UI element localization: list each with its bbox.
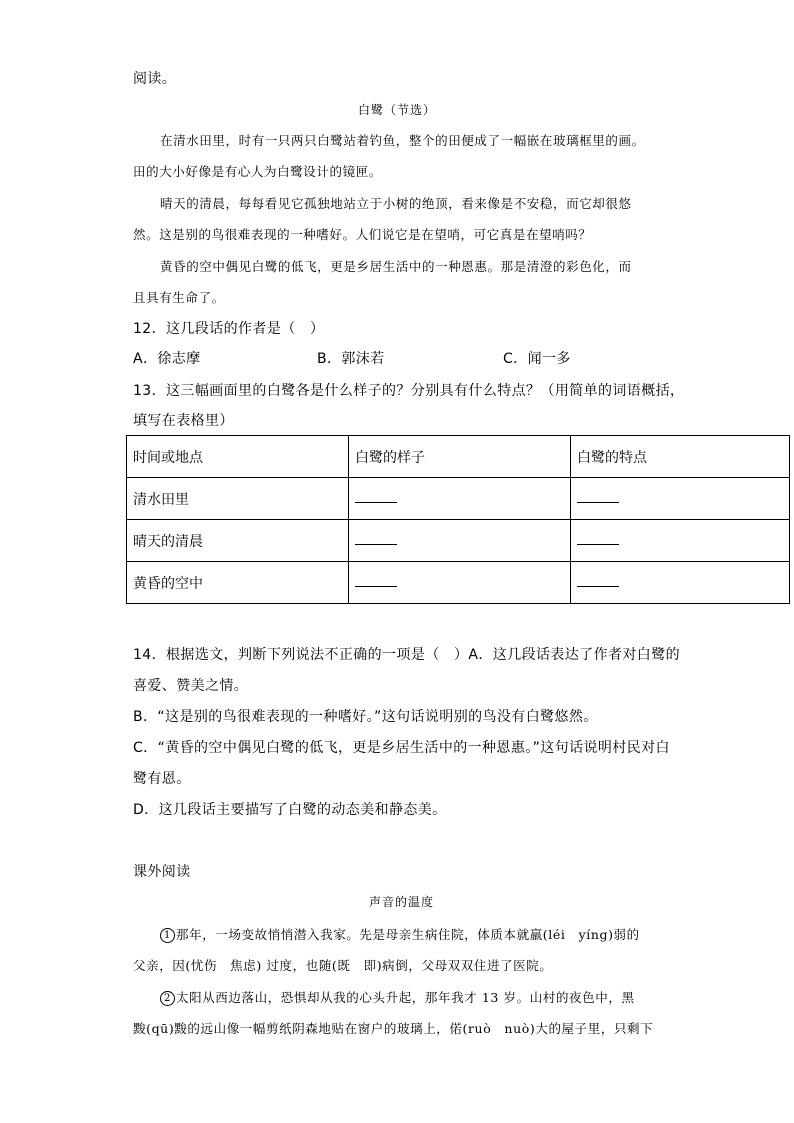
reading-label: 阅读。: [133, 71, 177, 87]
question-14-line-1: 14．根据选文，判断下列说法不正确的一项是（ ）A．这几段话表达了作者对白鹭的: [133, 647, 680, 663]
extra-paragraph-1-line-2: 父亲，因(忧伤 焦虑) 过度，也随(既 即)病倒，父母双双住进了医院。: [133, 958, 553, 973]
table-header-cell: 白鹭的样子: [349, 436, 571, 478]
extra-paragraph-2-line-1: [160, 988, 635, 1006]
extra-reading-title: 声音的温度: [369, 895, 435, 909]
answer-blank[interactable]: [577, 576, 619, 587]
extra-paragraph-2-line-2: 黢(qū)黢的远山像一幅剪纸阴森地贴在窗户的玻璃上，偌(ruò nuò)大的屋子里，只剩下: [133, 1021, 654, 1036]
paragraph-3-line-2: 且具有生命了。: [133, 290, 225, 305]
question-14-option-d[interactable]: D．这几段话主要描写了白鹭的动态美和静态美。: [133, 802, 447, 818]
table-row: [127, 520, 790, 562]
extra-paragraph-2-text: 太阳从西边落山，恐惧却从我的心头升起，那年我才 13 岁。山村的夜色中，黑: [176, 990, 635, 1005]
paragraph-3-line-1: 黄昏的空中偶见白鹭的低飞，更是乡居生活中的一种恩惠。那是清澄的彩色化，而: [160, 259, 632, 274]
reading-title: 白鹭（节选）: [358, 103, 437, 117]
answer-table: [126, 435, 790, 604]
table-row-label: 清水田里: [127, 478, 349, 520]
table-header-cell: 时间或地点: [127, 436, 349, 478]
question-14-option-c-line-2[interactable]: 鹭有恩。: [133, 771, 191, 787]
answer-blank[interactable]: [577, 534, 619, 545]
table-row: [127, 562, 790, 604]
extra-paragraph-1-text: 那年，一场变故悄悄潜入我家。先是母亲生病住院，体质本就羸(léi yíng)弱的: [176, 927, 640, 942]
extra-paragraph-1-line-1: [160, 925, 640, 943]
answer-blank-cell[interactable]: [571, 562, 790, 604]
paragraph-1-line-2: 田的大小好像是有心人为白鹭设计的镜匣。: [133, 164, 382, 179]
table-row-label: 晴天的清晨: [127, 520, 349, 562]
answer-blank-cell[interactable]: [349, 478, 571, 520]
question-13-stem-line-2: 填写在表格里）: [133, 413, 234, 429]
answer-blank[interactable]: [355, 534, 397, 545]
table-row: [127, 478, 790, 520]
question-12-stem: 12．这几段话的作者是（ ）: [133, 321, 325, 337]
answer-blank-cell[interactable]: [349, 562, 571, 604]
paragraph-2-line-2: 然。这是别的鸟很难表现的一种嗜好。人们说它是在望哨，可它真是在望哨吗？: [133, 227, 592, 242]
answer-blank[interactable]: [355, 492, 397, 503]
extra-reading-label: 课外阅读: [133, 864, 191, 880]
question-12-option-a[interactable]: A．徐志摩: [133, 351, 201, 367]
paragraph-number-2: 2: [160, 991, 175, 1006]
question-13-stem-line-1: 13．这三幅画面里的白鹭各是什么样子的？分别具有什么特点？（用简单的词语概括，: [133, 383, 685, 399]
paragraph-number-1: 1: [160, 928, 175, 943]
question-14-option-c-line-1[interactable]: C．“黄昏的空中偶见白鹭的低飞，更是乡居生活中的一种恩惠。”这句话说明村民对白: [133, 740, 670, 756]
question-14-line-2: 喜爱、赞美之情。: [133, 678, 249, 694]
table-header-row: [127, 436, 790, 478]
question-12-option-b[interactable]: B．郭沫若: [317, 351, 385, 367]
answer-blank-cell[interactable]: [349, 520, 571, 562]
answer-blank[interactable]: [355, 576, 397, 587]
paragraph-2-line-1: 晴天的清晨，每每看见它孤独地站立于小树的绝顶，看来像是不安稳，而它却很悠: [160, 196, 632, 211]
answer-blank-cell[interactable]: [571, 478, 790, 520]
answer-blank[interactable]: [577, 492, 619, 503]
table-header-cell: 白鹭的特点: [571, 436, 790, 478]
paragraph-1-line-1: 在清水田里，时有一只两只白鹭站着钓鱼，整个的田便成了一幅嵌在玻璃框里的画。: [160, 133, 645, 148]
answer-blank-cell[interactable]: [571, 520, 790, 562]
question-12-option-c[interactable]: C．闻一多: [503, 351, 571, 367]
table-row-label: 黄昏的空中: [127, 562, 349, 604]
question-14-option-b[interactable]: B．“这是别的鸟很难表现的一种嗜好。”这句话说明别的鸟没有白鹭悠然。: [133, 709, 598, 725]
